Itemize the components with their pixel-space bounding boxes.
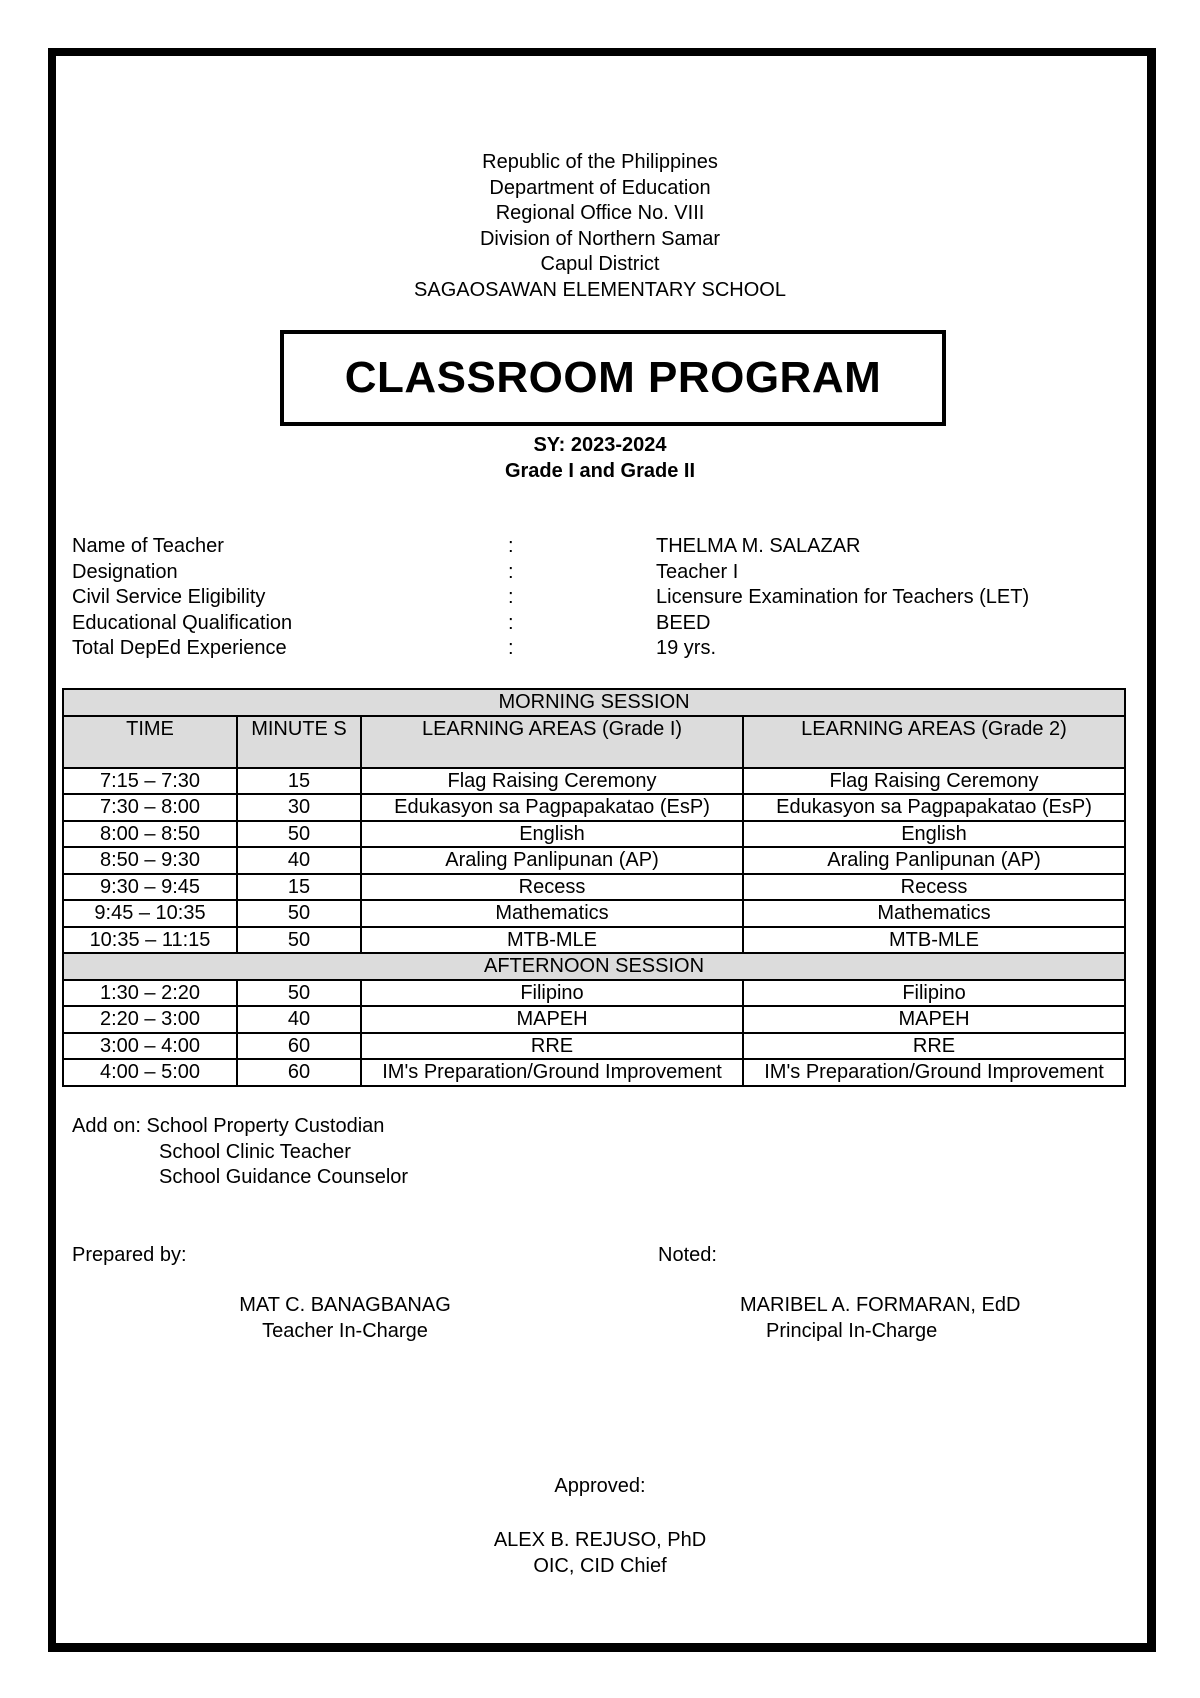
info-label: Educational Qualification xyxy=(72,611,293,634)
table-cell: Mathematics xyxy=(361,900,743,927)
table-cell: Mathematics xyxy=(743,900,1125,927)
header-line: Division of Northern Samar xyxy=(479,227,721,250)
info-colon: : xyxy=(508,586,514,608)
table-cell: 2:20 – 3:00 xyxy=(63,1006,237,1033)
table-cell: 15 xyxy=(237,874,361,901)
table-row xyxy=(63,900,1125,927)
add-on-item: School Guidance Counselor xyxy=(159,1166,409,1188)
approved-signatory xyxy=(0,1527,1200,1579)
table-cell: 7:30 – 8:00 xyxy=(63,794,237,821)
info-colon: : xyxy=(508,637,514,659)
column-header: LEARNING AREAS (Grade 2) xyxy=(743,716,1125,768)
info-label: Name of Teacher xyxy=(72,535,224,557)
table-cell: English xyxy=(743,821,1125,848)
table-cell: Recess xyxy=(743,874,1125,901)
column-header: LEARNING AREAS (Grade I) xyxy=(361,716,743,768)
table-cell: Filipino xyxy=(743,980,1125,1007)
schedule-table xyxy=(62,688,1126,1087)
info-label: Civil Service Eligibility xyxy=(72,586,266,608)
table-cell: 50 xyxy=(237,900,361,927)
table-row xyxy=(63,821,1125,848)
table-cell: Flag Raising Ceremony xyxy=(361,768,743,795)
signatory-name: MAT C. BANAGBANAG xyxy=(239,1294,451,1316)
info-label: Total DepEd Experience xyxy=(72,637,287,659)
table-cell: 1:30 – 2:20 xyxy=(63,980,237,1007)
table-cell: 50 xyxy=(237,927,361,954)
table-cell: 7:15 – 7:30 xyxy=(63,768,237,795)
add-on-duties xyxy=(72,1114,408,1191)
info-value: Teacher I xyxy=(656,560,739,583)
teacher-info xyxy=(72,534,1112,662)
table-row xyxy=(63,847,1125,874)
table-cell: Araling Panlipunan (AP) xyxy=(743,847,1125,874)
table-cell: MAPEH xyxy=(743,1006,1125,1033)
info-value: 19 yrs. xyxy=(656,637,717,659)
table-row xyxy=(63,768,1125,795)
table-cell: 15 xyxy=(237,768,361,795)
table-cell: IM's Preparation/Ground Improvement xyxy=(361,1059,743,1086)
session-label: MORNING SESSION xyxy=(63,689,1125,716)
table-row xyxy=(63,927,1125,954)
session-row xyxy=(63,689,1125,716)
info-row xyxy=(72,636,1112,662)
school-year: SY: 2023-2024 xyxy=(533,434,667,456)
table-cell: Flag Raising Ceremony xyxy=(743,768,1125,795)
table-cell: 30 xyxy=(237,794,361,821)
table-cell: 8:00 – 8:50 xyxy=(63,821,237,848)
prepared-by-label: Prepared by: xyxy=(72,1244,187,1266)
noted-label: Noted: xyxy=(658,1244,717,1266)
table-cell: 4:00 – 5:00 xyxy=(63,1059,237,1086)
document-title: CLASSROOM PROGRAM xyxy=(280,330,946,426)
session-row xyxy=(63,953,1125,980)
info-row xyxy=(72,560,1112,586)
table-cell: 9:30 – 9:45 xyxy=(63,874,237,901)
table-cell: Filipino xyxy=(361,980,743,1007)
info-colon: : xyxy=(508,535,514,557)
signatory-role: Principal In-Charge xyxy=(766,1320,938,1342)
table-cell: 9:45 – 10:35 xyxy=(63,900,237,927)
table-cell: 10:35 – 11:15 xyxy=(63,927,237,954)
info-value: THELMA M. SALAZAR xyxy=(656,535,861,557)
table-cell: 60 xyxy=(237,1033,361,1060)
info-colon: : xyxy=(508,560,514,583)
agency-header xyxy=(0,150,1200,303)
info-value: Licensure Examination for Teachers (LET) xyxy=(656,586,1030,608)
table-cell: RRE xyxy=(361,1033,743,1060)
grade-levels: Grade I and Grade II xyxy=(504,460,696,482)
signatory-role: Teacher In-Charge xyxy=(262,1320,428,1342)
column-header: TIME xyxy=(63,716,237,768)
add-on-item: School Clinic Teacher xyxy=(159,1140,351,1163)
table-row xyxy=(63,1059,1125,1086)
table-row xyxy=(63,980,1125,1007)
table-row xyxy=(63,874,1125,901)
header-line: Department of Education xyxy=(489,176,711,199)
table-cell: 3:00 – 4:00 xyxy=(63,1033,237,1060)
table-cell: MTB-MLE xyxy=(361,927,743,954)
prepared-signatory xyxy=(190,1292,500,1344)
table-cell: 50 xyxy=(237,980,361,1007)
table-cell: Edukasyon sa Pagpapakatao (EsP) xyxy=(361,794,743,821)
school-year-block xyxy=(0,432,1200,484)
table-cell: Araling Panlipunan (AP) xyxy=(361,847,743,874)
column-header: MINUTE S xyxy=(237,716,361,768)
table-cell: RRE xyxy=(743,1033,1125,1060)
signatory-name: ALEX B. REJUSO, PhD xyxy=(493,1529,707,1551)
add-on-label: Add on: xyxy=(72,1115,141,1137)
signatory-name: MARIBEL A. FORMARAN, EdD xyxy=(740,1294,1021,1316)
table-cell: 8:50 – 9:30 xyxy=(63,847,237,874)
header-line: Capul District xyxy=(540,253,660,275)
table-row xyxy=(63,1033,1125,1060)
table-cell: IM's Preparation/Ground Improvement xyxy=(743,1059,1125,1086)
column-header-row xyxy=(63,716,1125,768)
table-cell: 60 xyxy=(237,1059,361,1086)
table-cell: MTB-MLE xyxy=(743,927,1125,954)
table-cell: 50 xyxy=(237,821,361,848)
school-name: SAGAOSAWAN ELEMENTARY SCHOOL xyxy=(414,278,786,301)
table-cell: English xyxy=(361,821,743,848)
signatory-role: OIC, CID Chief xyxy=(533,1555,667,1577)
noted-signatory xyxy=(740,1292,1080,1344)
session-label: AFTERNOON SESSION xyxy=(63,953,1125,980)
info-value: BEED xyxy=(656,611,711,634)
info-row xyxy=(72,585,1112,611)
table-row xyxy=(63,1006,1125,1033)
info-row xyxy=(72,611,1112,637)
table-cell: MAPEH xyxy=(361,1006,743,1033)
approved-label: Approved: xyxy=(554,1475,646,1497)
add-on-item: School Property Custodian xyxy=(146,1115,385,1137)
table-cell: Recess xyxy=(361,874,743,901)
info-colon: : xyxy=(508,611,514,634)
info-row xyxy=(72,534,1112,560)
table-cell: Edukasyon sa Pagpapakatao (EsP) xyxy=(743,794,1125,821)
table-cell: 40 xyxy=(237,1006,361,1033)
header-line: Regional Office No. VIII xyxy=(495,202,705,224)
table-cell: 40 xyxy=(237,847,361,874)
table-row xyxy=(63,794,1125,821)
info-label: Designation xyxy=(72,560,178,583)
header-line: Republic of the Philippines xyxy=(482,151,718,173)
